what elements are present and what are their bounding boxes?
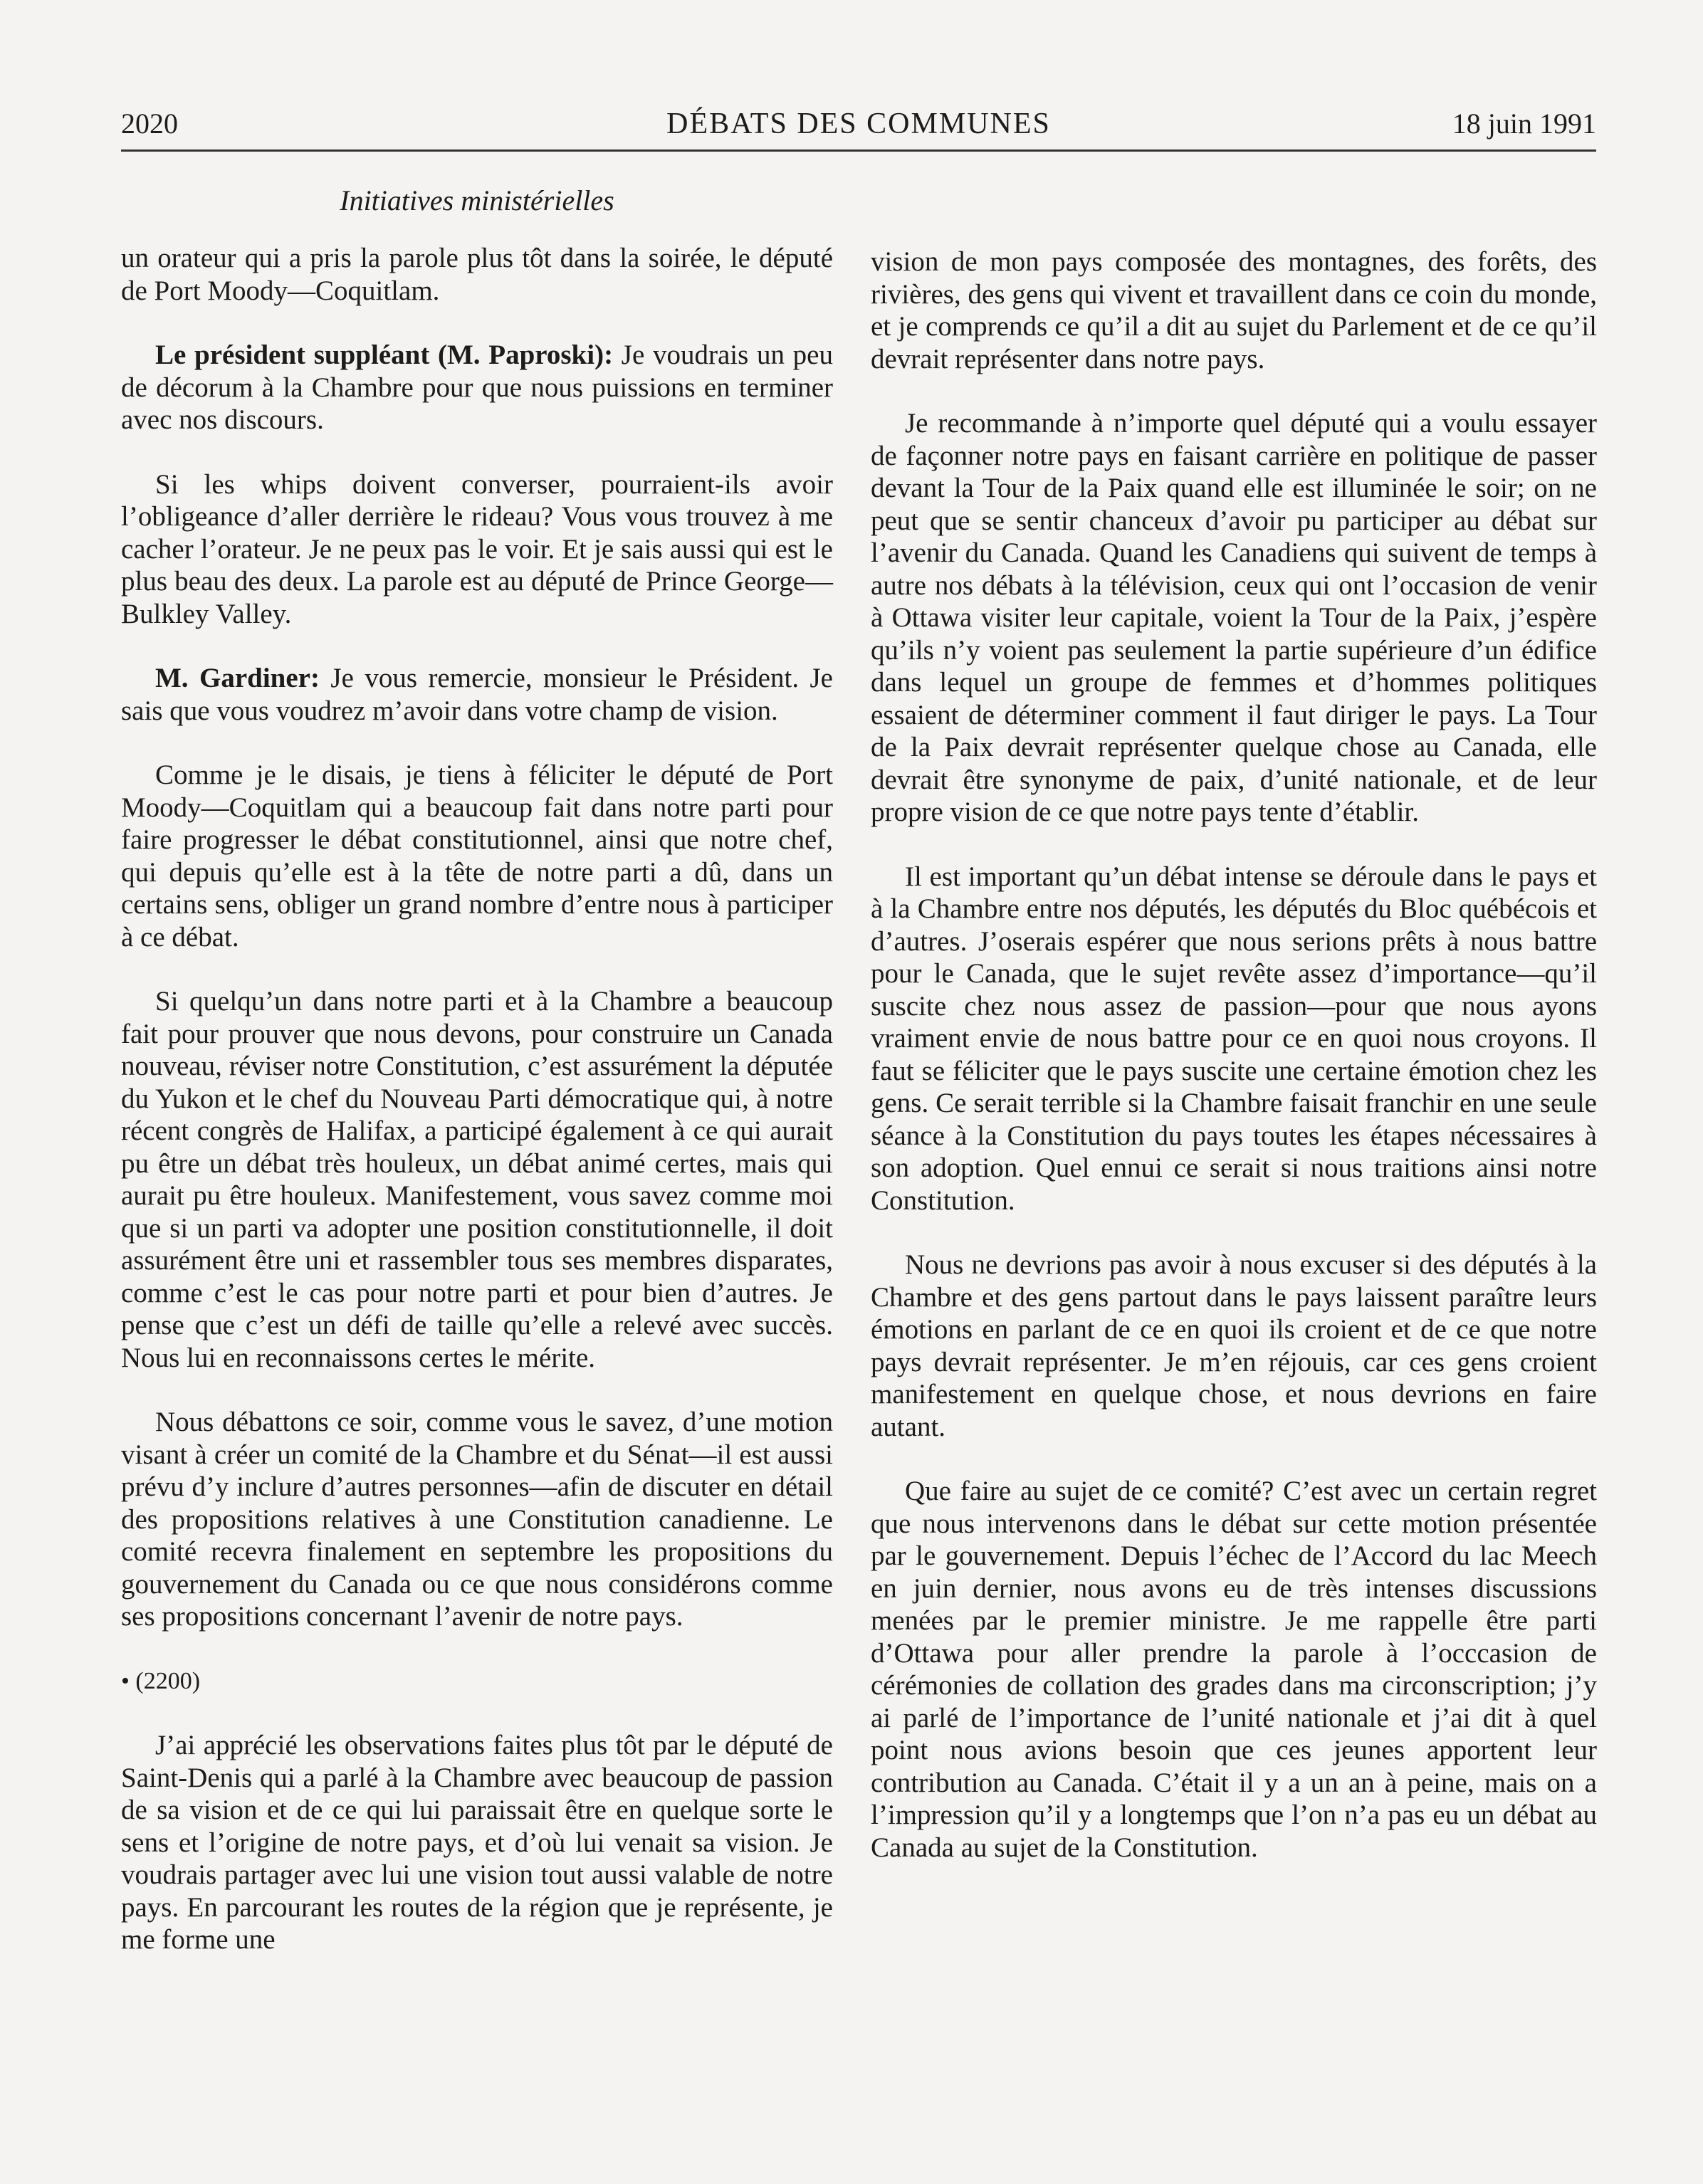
paragraph: Nous débattons ce soir, comme vous le savez, d’une motion visant à créer un comité de la Chambre et du Sénat—il est aussi prévu d’y inclure d’autres personnes—afin de discuter en détail des propositions relatives à une Constitution canadienne. Le comité recevra finalement en septembre les propositions du gouvernement du Canada ou ce que nous considérons comme ses propositions concernant l’avenir de notre pays. <box>121 1407 833 1632</box>
paragraph: Je recommande à n’importe quel député qui a voulu essayer de façonner notre pays en faisant carrière en politique de passer devant la Tour de la Paix quand elle est illuminée le soir; on ne peut que se sentir chanceux d’avoir pu participer au débat sur l’avenir du Canada. Quand les Canadiens qui suivent de temps à autre nos débats à la télévision, ceux qui ont l’occasion de venir à Ottawa visiter leur capitale, voient la Tour de la Paix, j’espère qu’ils n’y voient pas seulement la partie supérieure d’un édifice dans lequel un groupe de femmes et d’hommes politiques essaient de déterminer comment il faut diriger le pays. La Tour de la Paix devrait représenter quelque chose au Canada, elle devrait être synonyme de paix, d’unité nationale, et de leur propre vision de ce que notre pays tente d’établir. <box>871 408 1597 827</box>
paragraph: Si les whips doivent converser, pourraient-ils avoir l’obligeance d’aller derrière le rideau? Vous vous trouvez à me cacher l’orateur. Je ne peux pas le voir. Et je sais aussi qui est le plus beau des deux. La parole est au député de Prince George—Bulkley Valley. <box>121 468 833 629</box>
paragraph: Si quelqu’un dans notre parti et à la Chambre a beaucoup fait pour prouver que nous devons, pour construire un Canada nouveau, réviser notre Constitution, c’est assurément la députée du Yukon et le chef du Nouveau Parti démocratique qui, à notre récent congrès de Halifax, a participé également à ce qui aurait pu être un débat très houleux, un débat animé certes, mais qui aurait pu être houleux. Manifestement, vous savez comme moi que si un parti va adopter une position constitutionnelle, il doit assurément être uni et rassembler tous ses membres disparates, comme c’est le cas pour notre parti et pour bien d’autres. Je pense que c’est un défi de taille qu’elle a relevé avec succès. Nous lui en reconnaissons certes le mérite. <box>121 986 833 1373</box>
time-marker: • (2200) <box>121 1667 201 1694</box>
right-column <box>871 246 1597 1896</box>
page-number: 2020 <box>121 107 178 140</box>
paragraph <box>121 662 833 727</box>
paragraph: Que faire au sujet de ce comité? C’est avec un certain regret que nous intervenons dans le débat sur cette motion présentée par le gouvernement. Depuis l’échec de l’Accord du lac Meech en juin dernier, nous avons eu de très intenses discussions menées par le premier ministre. Je me rappelle être parti d’Ottawa pour aller prendre la parole à l’occcasion de cérémonies de collation des grades dans ma circonscription; j’y ai parlé de l’importance de l’unité nationale et j’ai dit à quel point nous avions besoin que ces jeunes apportent leur contribution au Canada. C’était il y a un an à peine, mais on a l’impression qu’il y a longtemps que l’on n’a pas eu un débat au Canada au sujet de la Constitution. <box>871 1476 1597 1863</box>
speaker-name: Le président suppléant (M. Paproski): <box>155 340 614 370</box>
paragraph: vision de mon pays composée des montagnes, des forêts, des rivières, des gens qui vivent et travaillent dans ce coin du monde, et je comprends ce qu’il a dit au sujet du Parlement et de ce qu’il devrait représenter dans notre pays. <box>871 246 1597 374</box>
paragraph: Comme je le disais, je tiens à féliciter le député de Port Moody—Coquitlam qui a beaucoup fait dans notre parti pour faire progresser le débat constitutionnel, ainsi que notre chef, qui depuis qu’elle est à la tête de notre parti a dû, dans un certains sens, obliger un grand nombre d’entre nous à participer à ce débat. <box>121 760 833 952</box>
issue-date: 18 juin 1991 <box>1452 107 1596 140</box>
header-rule <box>121 149 1596 152</box>
speech-text: Je vous remercie, monsieur le Président. Je sais que vous voudrez m’avoir dans votre champ de vision. <box>121 663 833 726</box>
journal-title: DÉBATS DES COMMUNES <box>666 107 1051 140</box>
running-header <box>121 107 1596 149</box>
paragraph: un orateur qui a pris la parole plus tôt dans la soirée, le député de Port Moody—Coquitlam. <box>121 243 833 306</box>
paragraph: J’ai apprécié les observations faites plus tôt par le député de Saint-Denis qui a parlé à la Chambre avec beaucoup de passion de sa vision et de ce qui lui paraissait être en quelque sorte le sens et l’origine de notre pays, et d’où lui venait sa vision. Je voudrais partager avec lui une vision tout aussi valable de notre pays. En parcourant les routes de la région que je représente, je me forme une <box>121 1730 833 1955</box>
speech-text: Je voudrais un peu de décorum à la Chambre pour que nous puissions en terminer avec nos discours. <box>121 340 833 435</box>
section-title: Initiatives ministérielles <box>340 184 614 216</box>
speaker-name: M. Gardiner: <box>155 663 320 693</box>
left-column <box>121 242 833 1988</box>
paragraph: Nous ne devrions pas avoir à nous excuser si des députés à la Chambre et des gens partout dans le pays laissent paraître leurs émotions en parlant de ce en quoi ils croient et de ce que notre pays devrait représenter. Je m’en réjouis, car ces gens croient manifestement en quelque chose, et nous devrions en faire autant. <box>871 1249 1597 1442</box>
paragraph: Il est important qu’un débat intense se déroule dans le pays et à la Chambre entre nos députés, les députés du Bloc québécois et d’autres. J’oserais espérer que nous serions prêts à nous battre pour le Canada, que le sujet revête assez d’importance—qu’il suscite chez nous assez de passion—pour que nous ayons vraiment envie de nous battre pour ce en quoi nous croyons. Il faut se féliciter que le pays suscite une certaine émotion chez les gens. Ce serait terrible si la Chambre faisait franchir en une seule séance à la Constitution du pays toutes les étapes nécessaires à son adoption. Quel ennui ce serait si nous traitions ainsi notre Constitution. <box>871 861 1597 1216</box>
paragraph <box>121 339 833 436</box>
